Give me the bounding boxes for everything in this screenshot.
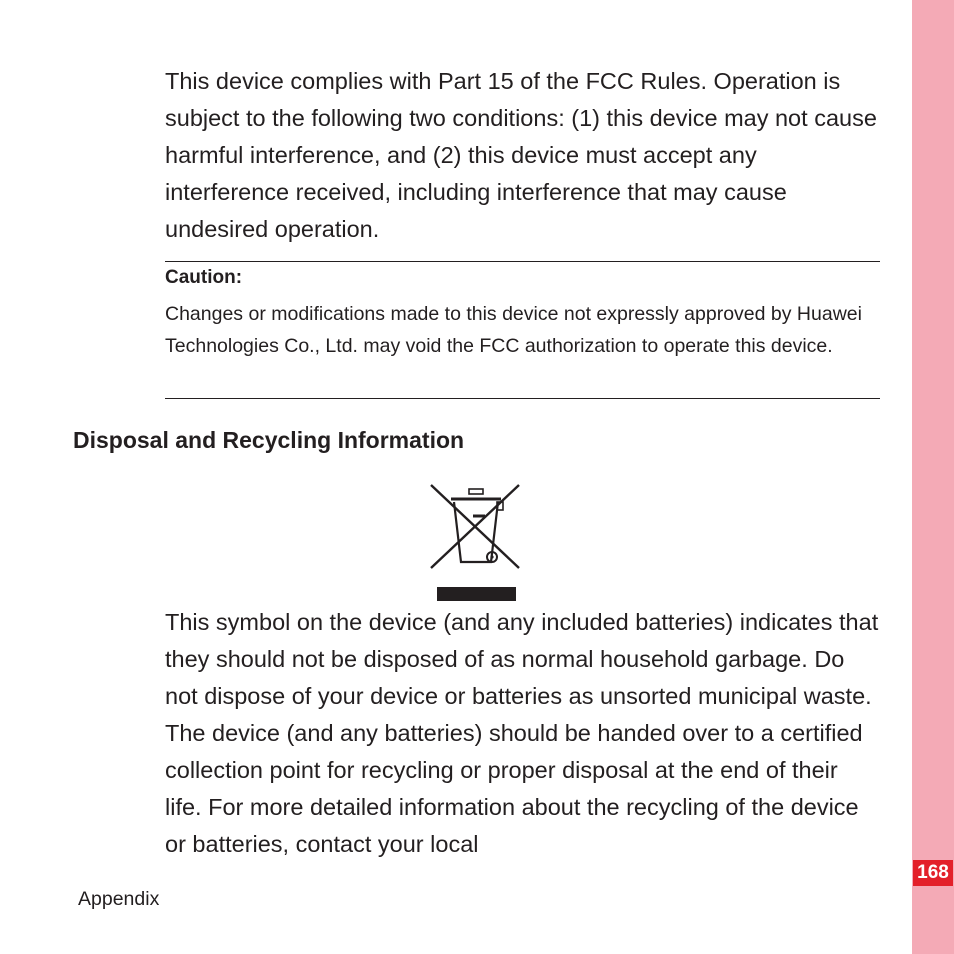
crossed-out-wheelie-bin-icon [425,480,525,604]
caution-text: Changes or modifications made to this device not expressly approved by Huawei Technologies Co., Ltd. may void the FCC authorization to operate this device. [165,303,862,357]
caution-box [165,261,880,399]
fcc-paragraph: This device complies with Part 15 of the FCC Rules. Operation is subject to the following two conditions: (1) this device may not cause harmful interference, and (2) this device must accept any interference received, including interference that may cause undesired operation. [165,68,877,242]
caution-title: Caution: [165,267,243,288]
side-tab [912,0,954,954]
footer-section-label: Appendix [78,888,160,910]
section-heading: Disposal and Recycling Information [73,427,465,453]
disposal-paragraph: This symbol on the device (and any included batteries) indicates that they should not be disposed of as normal household garbage. Do not dispose of your device or batteries as unsorted municipal waste. The device (and any batteries) should be handed over to a certified collection point for recycling or proper disposal at the end of their life. For more detailed information about the recycling of the device or batteries, contact your local [165,609,879,857]
page-number: 168 [913,860,953,886]
